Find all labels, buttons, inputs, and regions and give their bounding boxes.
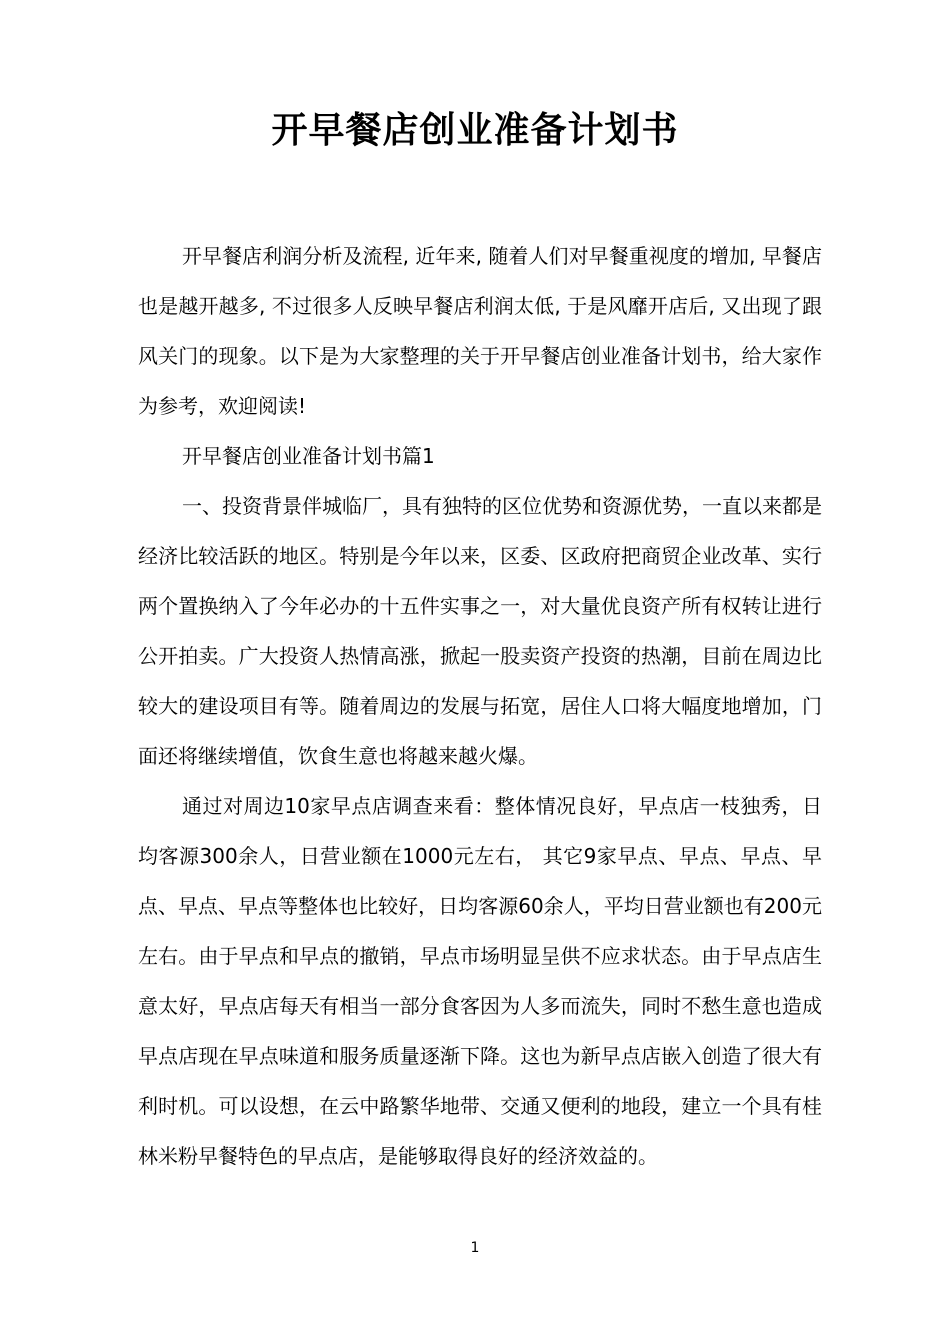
page-number: 1 [470, 1240, 480, 1256]
document-body [138, 231, 822, 1181]
paragraph-investment-background: 一、投资背景伴城临厂，具有独特的区位优势和资源优势，一直以来都是经济比较活跃的地区。特别是今年以来，区委、区政府把商贸企业改革、实行两个置换纳入了今年必办的十五件实事之一，对大量优良资产所有权转让进行公开拍卖。广大投资人热情高涨，掀起一股卖资产投资的热潮，目前在周边比较大的建设项目有等。随着周边的发展与拓宽，居住人口将大幅度地增加，门面还将继续增值，饮食生意也将越来越火爆。 [138, 494, 822, 768]
paragraph-market-survey: 通过对周边10家早点店调查来看：整体情况良好，早点店一枝独秀，日均客源300余人，日营业额在1000元左右， 其它9家早点、早点、早点、早点、早点、早点等整体也比较好，日均客源60余人，平均日营业额也有200元左右。由于早点和早点的撤销，早点市场明显呈供不应求状态。由于早点店生意太好，早点店每天有相当一部分食客因为人多而流失，同时不愁生意也造成早点店现在早点味道和服务质量逐渐下降。这也为新早点店嵌入创造了很大有利时机。可以设想，在云中路繁华地带、交通又便利的地段，建立一个具有桂林米粉早餐特色的早点店，是能够取得良好的经济效益的。 [138, 794, 822, 1168]
paragraph-section-heading: 开早餐店创业准备计划书篇1 [182, 444, 435, 468]
paragraph-intro: 开早餐店利润分析及流程, 近年来, 随着人们对早餐重视度的增加, 早餐店也是越开越多, 不过很多人反映早餐店利润太低, 于是风靡开店后, 又出现了跟风关门的现象。以下是为大家整理的关于开早餐店创业准备计划书，给大家作为参考，欢迎阅读! [138, 244, 822, 418]
document-title: 开早餐店创业准备计划书 [271, 110, 679, 151]
